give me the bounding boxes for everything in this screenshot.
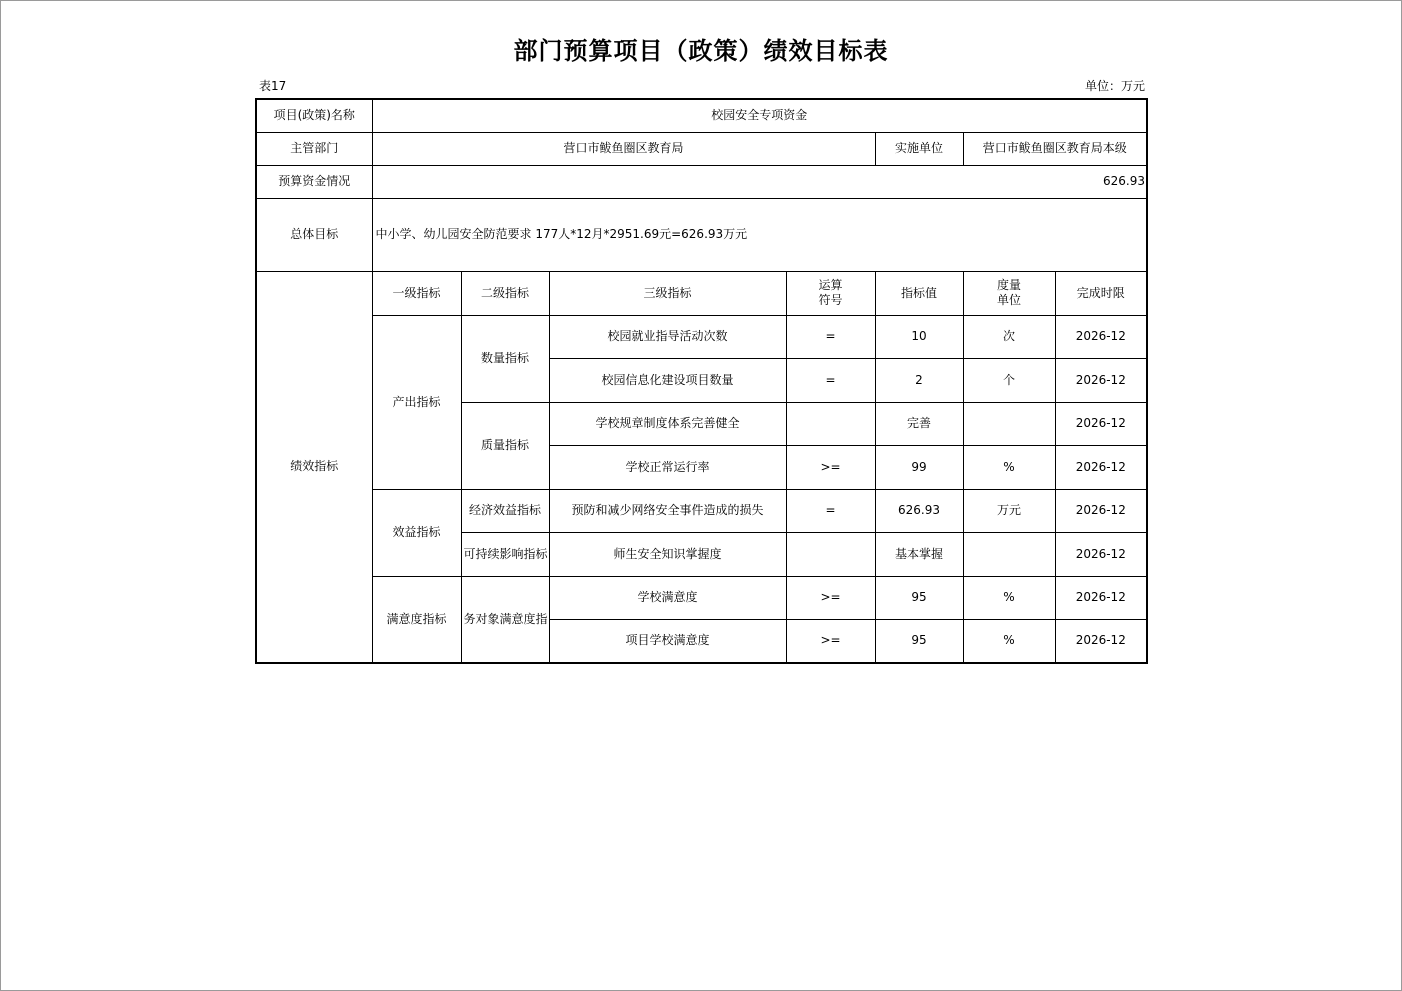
header-level1: 一级指标	[372, 271, 461, 315]
header-level3: 三级指标	[549, 271, 786, 315]
department-label: 主管部门	[256, 132, 372, 165]
header-row	[256, 271, 1147, 315]
performance-target-table	[255, 98, 1148, 664]
row-value: 10	[875, 315, 963, 358]
row-deadline: 2026-12	[1055, 619, 1147, 663]
row-deadline: 2026-12	[1055, 402, 1147, 445]
row-name: 师生安全知识掌握度	[549, 532, 786, 576]
group-benefit: 效益指标	[372, 489, 461, 576]
row-operator	[786, 402, 875, 445]
row-unit: 次	[963, 315, 1055, 358]
header-operator-line2: 符号	[818, 293, 843, 307]
implementer-value: 营口市鲅鱼圈区教育局本级	[963, 132, 1147, 165]
row-operator: >=	[786, 576, 875, 619]
budget-row	[256, 165, 1147, 198]
row-deadline: 2026-12	[1055, 315, 1147, 358]
header-value: 指标值	[875, 271, 963, 315]
table-row	[256, 489, 1147, 532]
row-deadline: 2026-12	[1055, 358, 1147, 402]
table-number: 表17	[259, 79, 287, 93]
budget-label: 预算资金情况	[256, 165, 372, 198]
group-satisfaction: 满意度指标	[372, 576, 461, 663]
header-level2: 二级指标	[461, 271, 549, 315]
header-deadline: 完成时限	[1055, 271, 1147, 315]
row-unit: %	[963, 576, 1055, 619]
row-deadline: 2026-12	[1055, 489, 1147, 532]
row-unit: 个	[963, 358, 1055, 402]
implementer-label: 实施单位	[875, 132, 963, 165]
group-quality: 质量指标	[461, 402, 549, 489]
overall-goal-label: 总体目标	[256, 198, 372, 271]
table-row	[256, 315, 1147, 358]
row-name: 预防和减少网络安全事件造成的损失	[549, 489, 786, 532]
row-unit	[963, 402, 1055, 445]
row-name: 校园就业指导活动次数	[549, 315, 786, 358]
header-operator-line1: 运算	[818, 278, 843, 292]
group-quantity: 数量指标	[461, 315, 549, 402]
row-value: 95	[875, 619, 963, 663]
page-title: 部门预算项目（政策）绩效目标表	[513, 37, 889, 65]
row-name: 校园信息化建设项目数量	[549, 358, 786, 402]
row-operator	[786, 532, 875, 576]
overall-goal-value: 中小学、幼儿园安全防范要求 177人*12月*2951.69元=626.93万元	[372, 198, 1147, 271]
group-economic: 经济效益指标	[461, 489, 549, 532]
row-deadline: 2026-12	[1055, 445, 1147, 489]
group-sustain: 可持续影响指标	[461, 532, 549, 576]
project-name-row	[256, 99, 1147, 132]
header-unit	[963, 271, 1055, 315]
row-name: 项目学校满意度	[549, 619, 786, 663]
row-deadline: 2026-12	[1055, 576, 1147, 619]
header-unit-line2: 单位	[996, 293, 1021, 307]
row-deadline: 2026-12	[1055, 532, 1147, 576]
row-value: 基本掌握	[875, 532, 963, 576]
budget-value: 626.93	[372, 165, 1147, 198]
project-name-label: 项目(政策)名称	[256, 99, 372, 132]
row-name: 学校满意度	[549, 576, 786, 619]
performance-label: 绩效指标	[256, 271, 372, 663]
row-value: 2	[875, 358, 963, 402]
header-unit-line1: 度量	[996, 278, 1021, 292]
group-output: 产出指标	[372, 315, 461, 489]
row-unit: %	[963, 445, 1055, 489]
row-operator: =	[786, 315, 875, 358]
table-row	[256, 576, 1147, 619]
row-operator: >=	[786, 619, 875, 663]
row-value: 完善	[875, 402, 963, 445]
row-value: 626.93	[875, 489, 963, 532]
overall-goal-row	[256, 198, 1147, 271]
row-unit: %	[963, 619, 1055, 663]
row-value: 95	[875, 576, 963, 619]
group-service: 务对象满意度指	[461, 576, 549, 663]
department-row	[256, 132, 1147, 165]
header-operator	[786, 271, 875, 315]
project-name-value: 校园安全专项资金	[372, 99, 1147, 132]
row-name: 学校规章制度体系完善健全	[549, 402, 786, 445]
department-value: 营口市鲅鱼圈区教育局	[372, 132, 875, 165]
row-name: 学校正常运行率	[549, 445, 786, 489]
row-unit	[963, 532, 1055, 576]
row-operator: >=	[786, 445, 875, 489]
row-operator: =	[786, 489, 875, 532]
row-operator: =	[786, 358, 875, 402]
unit-label: 单位：万元	[1084, 79, 1145, 93]
row-unit: 万元	[963, 489, 1055, 532]
row-value: 99	[875, 445, 963, 489]
